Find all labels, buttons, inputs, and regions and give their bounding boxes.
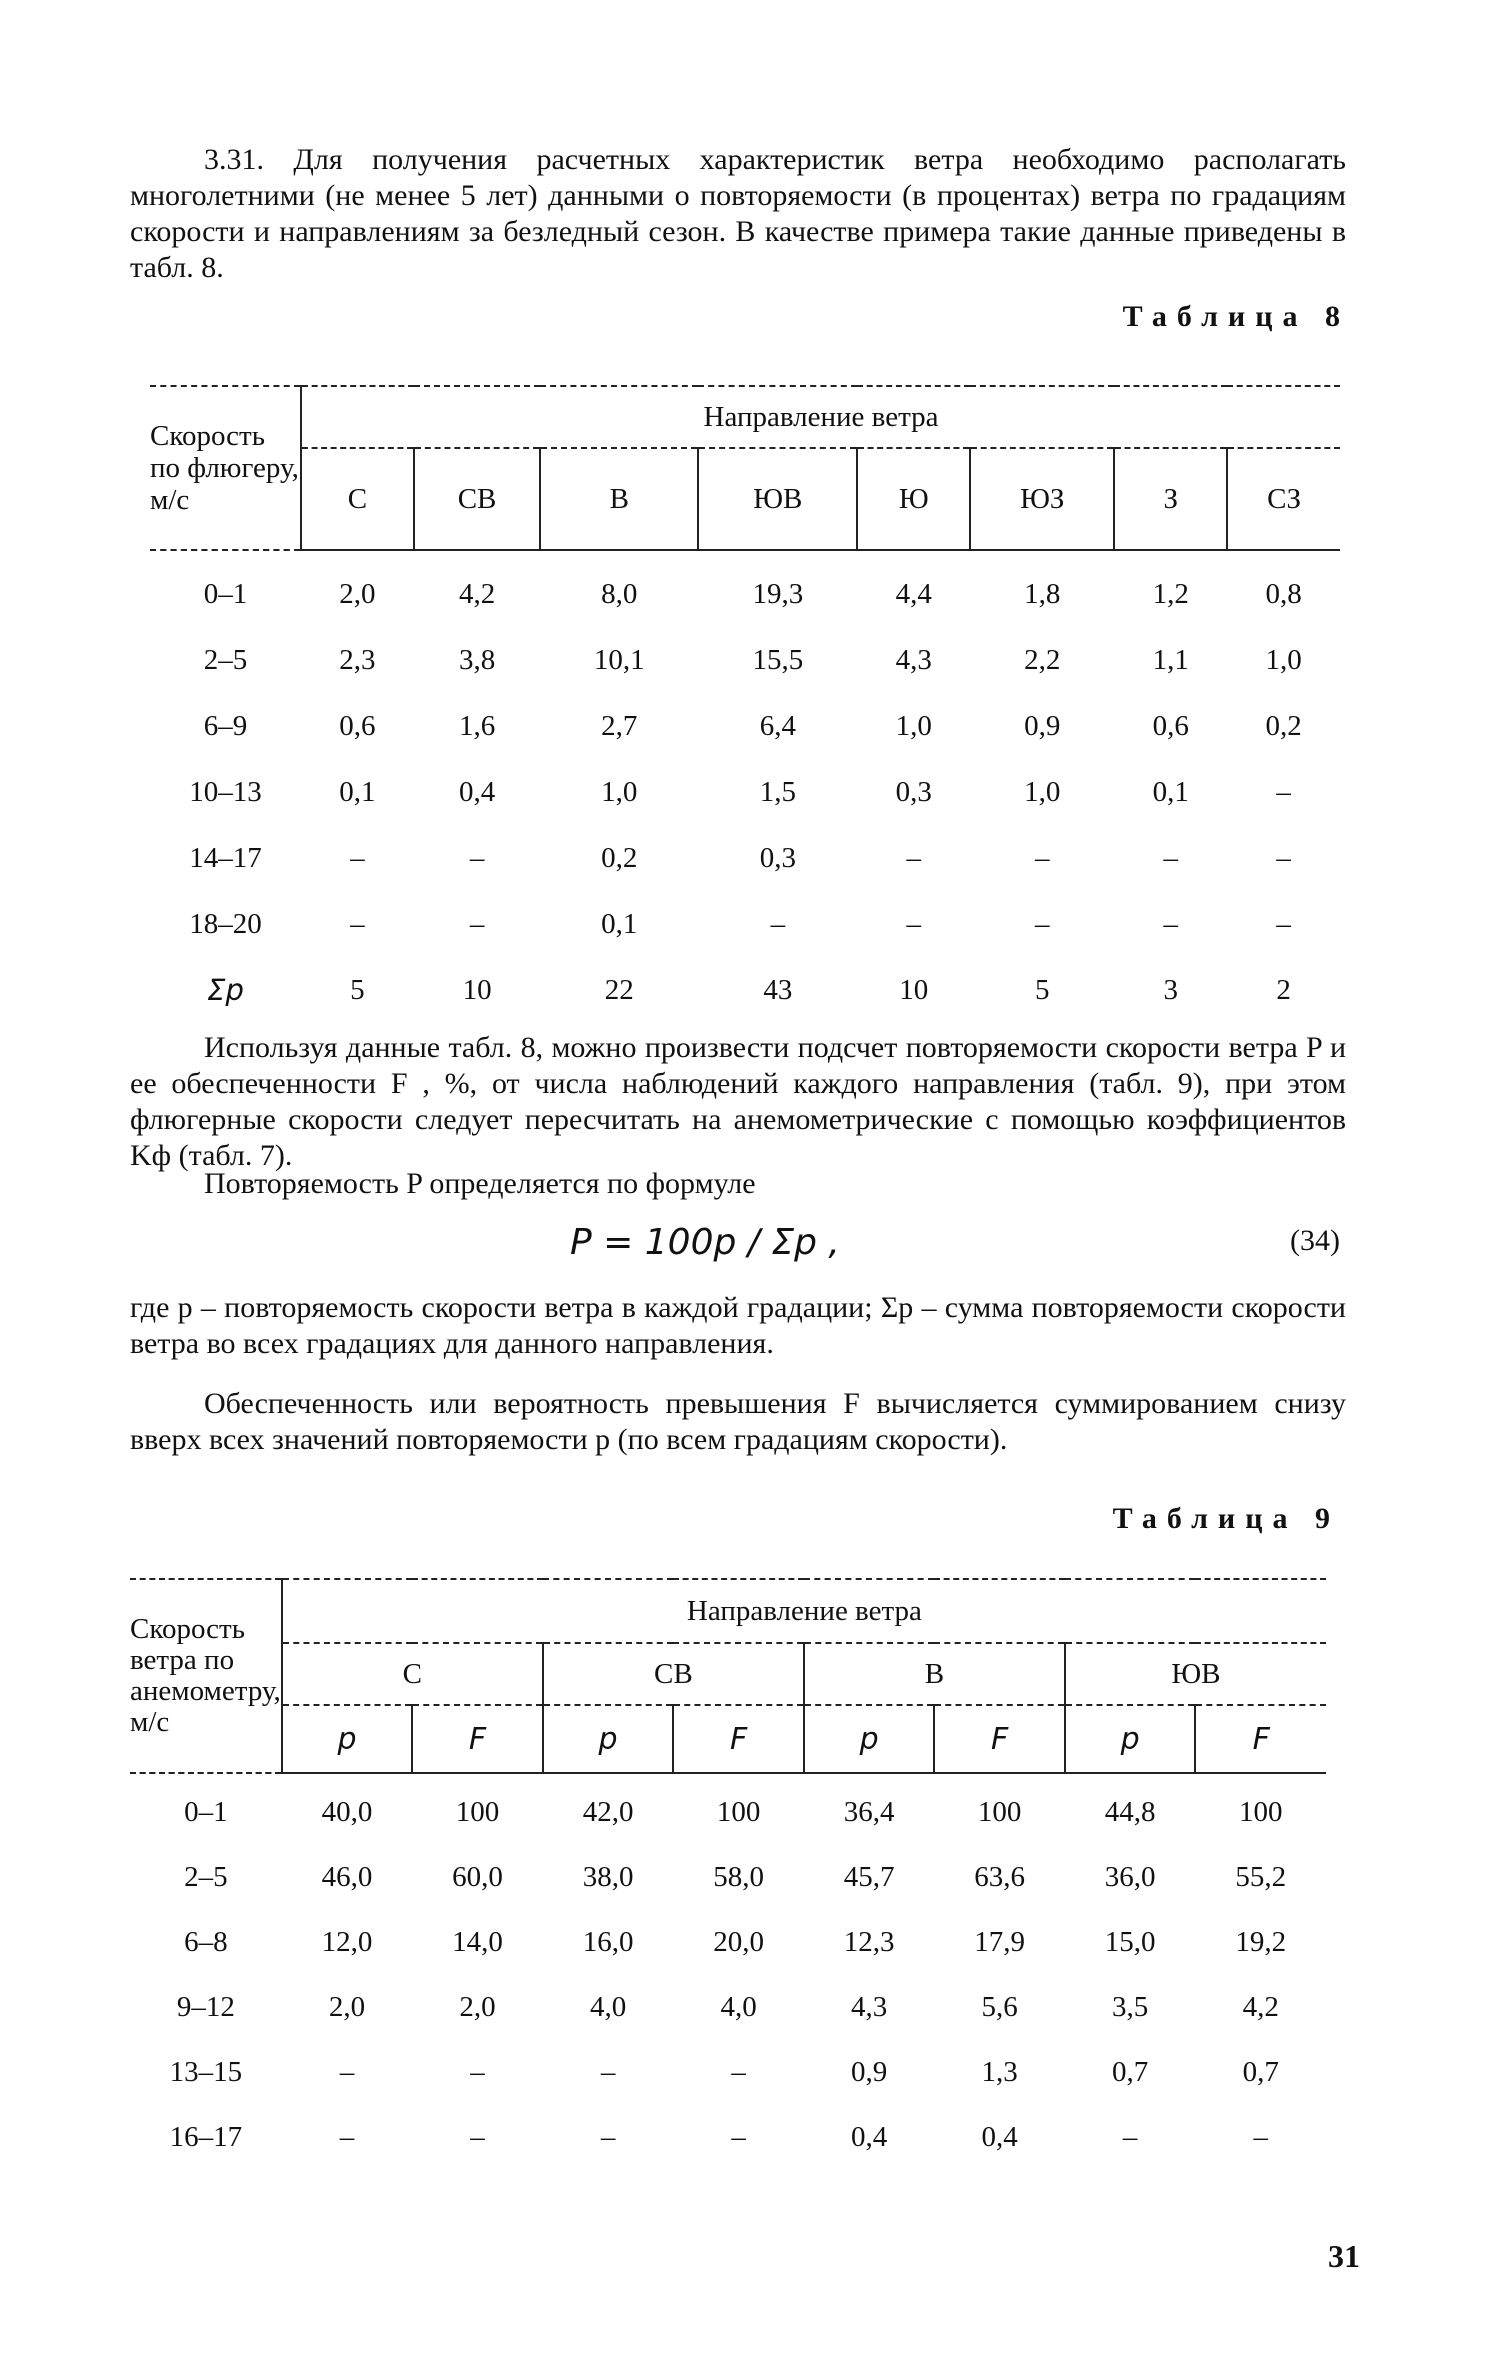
- value-cell: 0,7: [1112, 2056, 1149, 2088]
- value-cell: 0,2: [1265, 709, 1302, 742]
- table8-body: [150, 550, 1340, 1023]
- table9-sub-header: F: [1195, 1705, 1326, 1773]
- table8-side-header: Скорость по флюгеру, м/с: [150, 386, 301, 550]
- table9-caption: Таблица 9: [1112, 1502, 1340, 1535]
- table-row: [150, 759, 1340, 825]
- value-cell: 100: [716, 1796, 761, 1828]
- speed-cell: 0–1: [184, 1796, 228, 1828]
- value-cell: –: [1276, 775, 1291, 808]
- speed-cell: 6–9: [203, 709, 248, 742]
- value-cell: –: [1163, 907, 1179, 940]
- paragraph-usage-text: Используя данные табл. 8, можно произвести подсчет повторяемости скорости ветра P и ее обеспеченности F , %, от числа наблюдений каждого направления (табл. 9), при этом флюгерные скорости следует пересчитать на анемометрические с помощью коэффициентов Kф (табл. 7).: [130, 1031, 1346, 1172]
- value-cell: 46,0: [321, 1861, 373, 1893]
- value-cell: –: [906, 907, 922, 940]
- value-cell: 2: [1276, 973, 1291, 1006]
- table-row: [130, 1910, 1326, 1975]
- table-9: [130, 1578, 1326, 2170]
- table9-sub-header: p: [1065, 1705, 1196, 1773]
- value-cell: –: [469, 907, 485, 940]
- value-cell: –: [1122, 2121, 1138, 2153]
- table-row: [130, 2040, 1326, 2105]
- value-cell: –: [469, 841, 485, 874]
- value-cell: 1,6: [458, 709, 496, 742]
- speed-cell: 2–5: [203, 643, 248, 676]
- value-cell: –: [1253, 2121, 1268, 2153]
- paragraph-provision: [130, 1386, 1346, 1458]
- value-cell: –: [600, 2056, 616, 2088]
- value-cell: –: [350, 841, 365, 874]
- value-cell: 2,2: [1024, 643, 1061, 676]
- value-cell: –: [731, 2121, 746, 2153]
- value-cell: –: [1163, 841, 1179, 874]
- value-cell: 0,8: [1265, 577, 1302, 610]
- value-cell: 44,8: [1104, 1796, 1156, 1828]
- value-cell: 14,0: [452, 1926, 503, 1958]
- value-cell: 1,0: [1265, 643, 1302, 676]
- value-cell: 36,4: [843, 1796, 895, 1828]
- value-cell: 4,2: [458, 577, 496, 610]
- speed-cell: 2–5: [184, 1861, 228, 1893]
- value-cell: –: [470, 2056, 485, 2088]
- table-row: [150, 957, 1340, 1023]
- value-cell: 0,9: [1024, 709, 1061, 742]
- value-cell: 4,0: [589, 1991, 627, 2023]
- value-cell: 36,0: [1104, 1861, 1156, 1893]
- value-cell: 12,3: [843, 1926, 895, 1958]
- value-cell: 1,0: [601, 775, 638, 808]
- paragraph-intro: [130, 142, 1346, 286]
- value-cell: 20,0: [713, 1926, 764, 1958]
- value-cell: 0,6: [1152, 709, 1189, 742]
- table9-sub-header: p: [543, 1705, 674, 1773]
- value-cell: 3,8: [458, 643, 496, 676]
- value-cell: 6,4: [759, 709, 796, 742]
- value-cell: 1,2: [1152, 577, 1189, 610]
- value-cell: 63,6: [974, 1861, 1025, 1893]
- table9-sub-header: F: [673, 1705, 804, 1773]
- value-cell: 15,0: [1104, 1926, 1156, 1958]
- value-cell: –: [600, 2121, 616, 2153]
- value-cell: –: [1276, 841, 1291, 874]
- value-cell: 1,1: [1152, 643, 1189, 676]
- value-cell: 10: [462, 973, 492, 1006]
- value-cell: –: [470, 2121, 485, 2153]
- table-row: [130, 1975, 1326, 2040]
- value-cell: –: [339, 2121, 355, 2153]
- value-cell: 0,4: [981, 2121, 1018, 2153]
- value-cell: 19,3: [752, 577, 804, 610]
- table-row: [150, 550, 1340, 627]
- value-cell: 0,4: [850, 2121, 888, 2153]
- value-cell: 2,0: [459, 1991, 496, 2023]
- value-cell: 1,3: [981, 2056, 1018, 2088]
- paragraph-where-text: где p – повторяемость скорости ветра в каждой градации; Σp – сумма повторяемости скорости ветра во всех градациях для данного направления.: [130, 1291, 1346, 1360]
- value-cell: 8,0: [601, 577, 638, 610]
- table9-sub-header: p: [282, 1705, 413, 1773]
- value-cell: 40,0: [321, 1796, 373, 1828]
- paragraph-formula-intro-text: Повторяемость P определяется по формуле: [204, 1167, 756, 1200]
- value-cell: 5: [350, 973, 365, 1006]
- value-cell: 38,0: [582, 1861, 634, 1893]
- value-cell: 3: [1163, 973, 1179, 1006]
- value-cell: 0,3: [759, 841, 796, 874]
- value-cell: 1,0: [1024, 775, 1061, 808]
- table9-sub-header: F: [412, 1705, 543, 1773]
- value-cell: 0,9: [850, 2056, 888, 2088]
- formula-number: (34): [1290, 1224, 1340, 1257]
- value-cell: 0,1: [339, 775, 376, 808]
- value-cell: 12,0: [321, 1926, 373, 1958]
- paragraph-provision-text: Обеспеченность или вероятность превышения F вычисляется суммированием снизу вверх всех значений повторяемости p (по всем градациям скорости).: [130, 1387, 1346, 1456]
- speed-cell: 9–12: [176, 1991, 235, 2023]
- table-row: [150, 891, 1340, 957]
- page-number: 31: [1328, 2238, 1360, 2274]
- value-cell: 19,2: [1235, 1926, 1287, 1958]
- paragraph-formula-intro: [130, 1166, 1346, 1202]
- value-cell: –: [1035, 841, 1050, 874]
- value-cell: 2,0: [328, 1991, 366, 2023]
- table-row: [150, 627, 1340, 693]
- table8-direction-header: З: [1114, 448, 1227, 550]
- table9-sub-header: F: [934, 1705, 1065, 1773]
- value-cell: 0,4: [458, 775, 496, 808]
- value-cell: 0,1: [601, 907, 638, 940]
- paragraph-where: [130, 1290, 1346, 1362]
- value-cell: 4,0: [720, 1991, 757, 2023]
- value-cell: 0,2: [601, 841, 638, 874]
- table8-direction-header: В: [540, 448, 698, 550]
- speed-cell: 0–1: [203, 577, 248, 610]
- value-cell: 55,2: [1235, 1861, 1287, 1893]
- value-cell: 42,0: [582, 1796, 634, 1828]
- value-cell: 0,1: [1152, 775, 1189, 808]
- value-cell: 58,0: [713, 1861, 764, 1893]
- speed-cell: Σp: [207, 973, 244, 1007]
- value-cell: –: [906, 841, 922, 874]
- table8-caption: Таблица 8: [1122, 300, 1350, 333]
- value-cell: 0,3: [895, 775, 932, 808]
- table9-body: [130, 1773, 1326, 2170]
- speed-cell: 6–8: [184, 1926, 228, 1958]
- table-row: [130, 1845, 1326, 1910]
- table-row: [130, 2105, 1326, 2170]
- value-cell: 4,4: [895, 577, 932, 610]
- value-cell: 60,0: [452, 1861, 503, 1893]
- speed-cell: 14–17: [189, 841, 262, 874]
- table9-side-header: Скорость ветра по анемометру, м/с: [130, 1579, 282, 1773]
- table-8: [150, 385, 1340, 1023]
- value-cell: 0,6: [339, 709, 376, 742]
- value-cell: 1,0: [895, 709, 932, 742]
- value-cell: 4,2: [1242, 1991, 1279, 2023]
- value-cell: 17,9: [974, 1926, 1025, 1958]
- table9-direction-header: ЮВ: [1065, 1643, 1326, 1705]
- value-cell: 2,0: [339, 577, 376, 610]
- value-cell: 15,5: [752, 643, 804, 676]
- table8-direction-header: ЮВ: [698, 448, 857, 550]
- value-cell: 43: [763, 973, 793, 1006]
- value-cell: 5,6: [981, 1991, 1018, 2023]
- value-cell: 100: [977, 1796, 1022, 1828]
- table9-direction-header: СВ: [543, 1643, 804, 1705]
- value-cell: 16,0: [582, 1926, 634, 1958]
- value-cell: 1,8: [1024, 577, 1061, 610]
- value-cell: –: [731, 2056, 746, 2088]
- value-cell: 45,7: [843, 1861, 895, 1893]
- speed-cell: 16–17: [169, 2121, 243, 2153]
- speed-cell: 10–13: [189, 775, 262, 808]
- table9-sub-header: p: [804, 1705, 935, 1773]
- table-row: [130, 1773, 1326, 1845]
- paragraph-usage: [130, 1030, 1346, 1174]
- value-cell: 10,1: [593, 643, 645, 676]
- table8-direction-header: Ю: [857, 448, 970, 550]
- value-cell: –: [350, 907, 365, 940]
- table-row: [150, 825, 1340, 891]
- table8-direction-header: СВ: [414, 448, 541, 550]
- paragraph-intro-text: 3.31. Для получения расчетных характеристик ветра необходимо располагать многолетними (не менее 5 лет) данными о повторяемости (в процентах) ветра по градациям скорости и направлениям за безледный сезон. В качестве примера такие данные приведены в табл. 8.: [130, 143, 1346, 284]
- formula-34: P = 100p / Σp ,: [570, 1222, 840, 1263]
- table8-direction-header: СЗ: [1227, 448, 1340, 550]
- value-cell: 4,3: [850, 1991, 888, 2023]
- value-cell: 100: [1238, 1796, 1283, 1828]
- value-cell: 100: [455, 1796, 500, 1828]
- table9-direction-header: В: [804, 1643, 1065, 1705]
- table8-direction-header: ЮЗ: [970, 448, 1114, 550]
- value-cell: –: [339, 2056, 355, 2088]
- table9-direction-header: С: [282, 1643, 543, 1705]
- value-cell: 22: [604, 973, 634, 1006]
- value-cell: –: [1035, 907, 1050, 940]
- speed-cell: 18–20: [189, 907, 262, 940]
- value-cell: –: [770, 907, 786, 940]
- table9-group-header: Направление ветра: [282, 1579, 1326, 1643]
- value-cell: 3,5: [1112, 1991, 1149, 2023]
- value-cell: 2,3: [339, 643, 376, 676]
- table-row: [150, 693, 1340, 759]
- value-cell: –: [1276, 907, 1291, 940]
- value-cell: 2,7: [601, 709, 638, 742]
- value-cell: 5: [1035, 973, 1050, 1006]
- table8-group-header: Направление ветра: [301, 386, 1340, 448]
- value-cell: 0,7: [1242, 2056, 1279, 2088]
- table8-direction-header: С: [301, 448, 414, 550]
- speed-cell: 13–15: [169, 2056, 243, 2088]
- value-cell: 1,5: [759, 775, 796, 808]
- value-cell: 4,3: [895, 643, 932, 676]
- value-cell: 10: [899, 973, 929, 1006]
